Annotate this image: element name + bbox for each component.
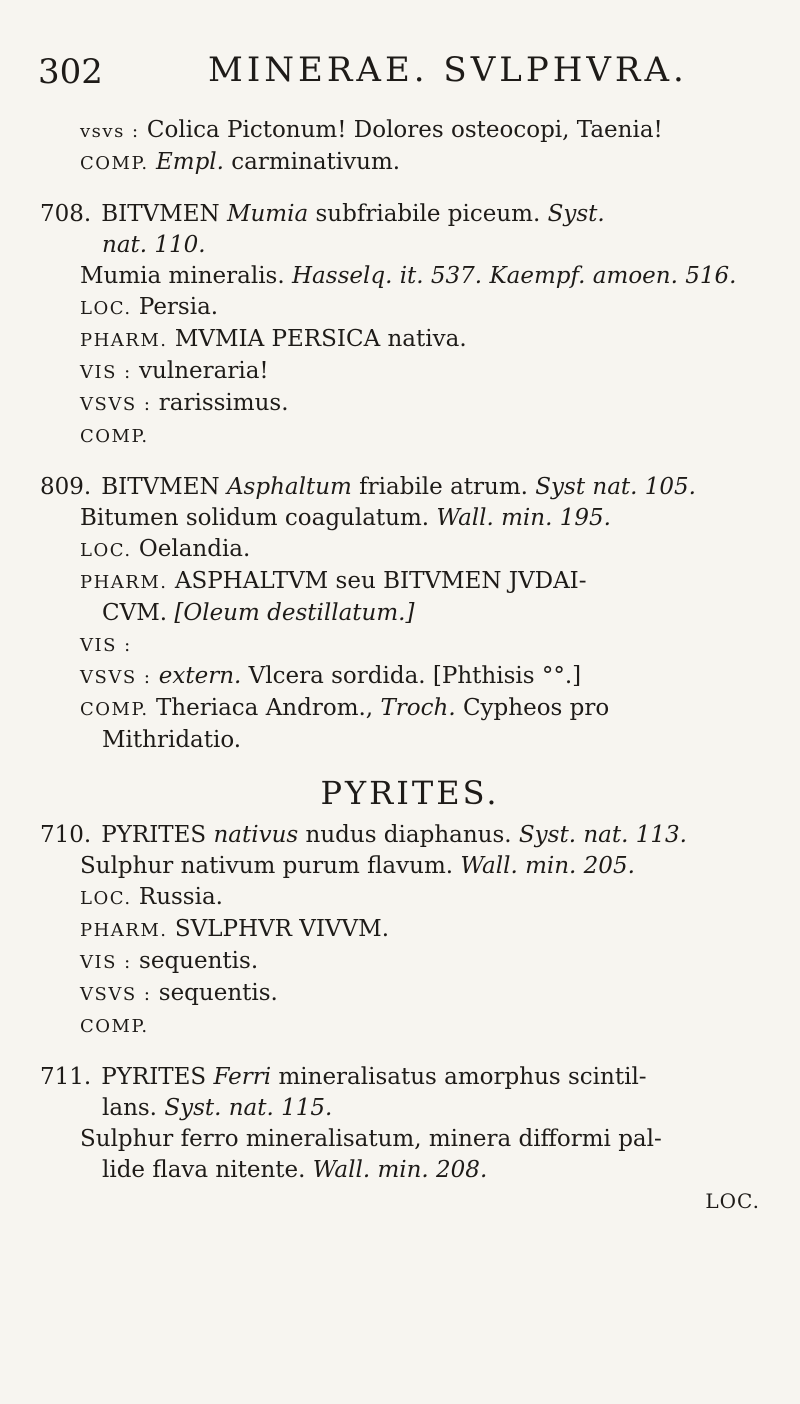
running-head — [38, 38, 758, 98]
entry-number: 711. — [40, 1064, 92, 1090]
page-body — [40, 115, 780, 1217]
page-number: 302 — [38, 52, 103, 92]
entry-710: 710. PYRITES nativus nudus diaphanus. Syst. nat. 113. Sulphur nativum purum flavum. Wall. min. 205. LOC. Russia. PHARM. SVLPHVR VIVVM. VIS : sequentis. VSVS : sequentis. COMP. — [40, 822, 687, 1037]
section-heading: PYRITES. — [320, 774, 500, 812]
text-line: COMP. Empl. carminativum. — [80, 149, 401, 175]
catchword: LOC. — [705, 1189, 760, 1213]
text-line: vsvs : Colica Pictonum! Dolores osteocopi, Taenia! — [80, 117, 663, 143]
entry-number: 708. — [40, 201, 92, 227]
entry-708: 708. BITVMEN Mumia subfriabile piceum. Syst. nat. 110. Mumia mineralis. Hasselq. it. 537. Kaempf. amoen. 516. LOC. Persia. PHARM. MVMIA PERSICA nativa. VIS : vulneraria! VSVS : rarissimus. COMP. — [40, 201, 737, 447]
entry-number: 809. — [40, 474, 92, 500]
entry-number: 710. — [40, 822, 92, 848]
entry-711: 711. PYRITES Ferri mineralisatus amorphus scintil- lans. Syst. nat. 115. Sulphur ferro mineralisatum, minera difformi pal- lide flava nitente. Wall. min. 208. LOC. — [80, 1062, 780, 1217]
running-title: MINERAE. SVLPHVRA. — [208, 50, 688, 90]
entry-709: 809. BITVMEN Asphaltum friabile atrum. Syst nat. 105. Bitumen solidum coagulatum. Wall. min. 195. LOC. Oelandia. PHARM. ASPHALTVM seu BITVMEN JVDAI- CVM. [Oleum destillatum.] VIS : VSVS : extern. Vlcera sordida. [Phthisis °°.] COMP. Theriaca Androm., Troch. Cypheos pro Mithridatio. — [40, 474, 696, 753]
